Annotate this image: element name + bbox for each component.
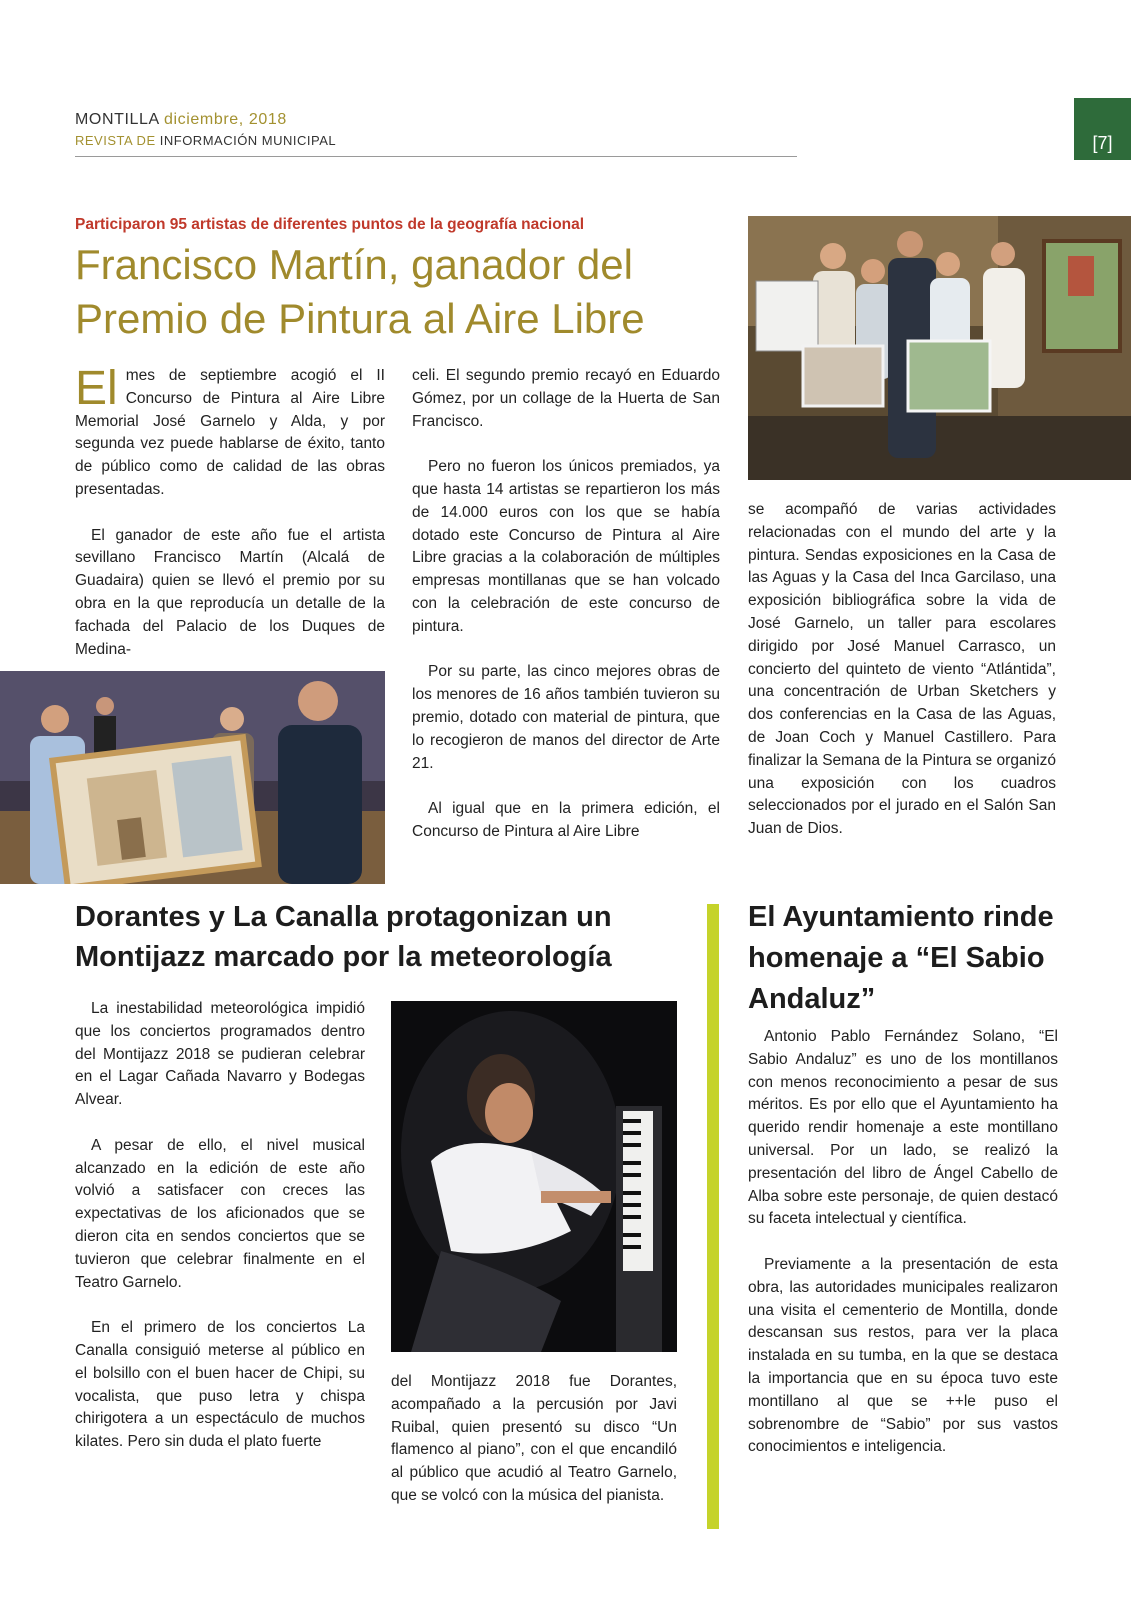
article2-paragraph: La inestabilidad meteorológica impidió que los conciertos programados dentro del Montijazz 2018 se pudieran celebrar en el Lagar Cañada Navarro y Bodegas Alvear. [75,1000,365,1109]
article2-column-2 [391,1371,677,1531]
article3-column [748,1026,1058,1482]
article2-headline: Dorantes y La Canalla protagonizan un Montijazz marcado por la meteorología [75,901,612,973]
article2-paragraph: En el primero de los conciertos La Canalla consiguió meterse al público en el bolsillo con el buen hacer de Chipi, su vocalista, que puso letra y chispa chirigotera a un espectáculo de muchos kilates. Pero sin duda el plato fuerte [75,1319,365,1451]
section-divider-bar [707,904,719,1529]
article1-dropcap: El [75,362,118,415]
article1-paragraph: se acompañó de varias actividades relacionadas con el mundo del arte y la pintura. Sendas exposiciones en la Casa de las Aguas y la Casa del Inca Garcilaso, una exposición bibliográfica sobre la vida de José Garnelo, un taller para escolares dirigido por José Manuel Carrasco, un concierto del quinteto de viento “Atlántida”, una concentración de Urban Sketchers y dos conferencias en la Casa de las Aguas, de Joan Coch y Manuel Castillero. Para finalizar la Semana de la Pintura se organizó una exposición con los cuadros seleccionados por el jurado en el Salón San Juan de Dios. [748,501,1056,838]
article1-paragraph: mes de septiembre acogió el II Concurso de Pintura al Aire Libre Memorial José Garnelo y Alda, y por segunda vez puede hablarse de éxito, tanto de público como de calidad de las obras presentadas. [75,367,385,498]
masthead-subtitle [75,133,336,148]
article2-paragraph: A pesar de ello, el nivel musical alcanzado en la edición de este año volvió a satisfacer con creces las expectativas de los aficionados que se dieron cita en sendos conciertos que se tuvieron que celebrar finalmente en el Teatro Garnelo. [75,1136,365,1291]
masthead-town: MONTILLA [75,111,159,128]
page-number: [7] [1092,133,1113,153]
masthead-title [75,111,287,129]
article2-column-1 [75,998,365,1477]
article1-column-1 [75,362,385,684]
article1-paragraph: Pero no fueron los únicos premiados, ya que hasta 14 artistas se repartieron los más de 14.000 euros con los que se había dotado este Concurso de Pintura al Aire Libre gracias a la colaboración de múltiples empresas montillanas que se han volcado con la celebración de este concurso de pintura. [412,458,720,635]
young-winners-image [748,216,1131,480]
article3-paragraph: Previamente a la presentación de esta obra, las autoridades municipales realizaron una visita el cementerio de Montilla, donde descansan sus restos, para ver la placa instalada en su tumba, en la que se destaca la importancia que en su época tuvo este montillano al que se ++le puso el sobrenombre de “Sabio” por sus vastos conocimientos e inteligencia. [748,1255,1058,1456]
article1-paragraph: celi. El segundo premio recayó en Eduardo Gómez, por un collage de la Huerta de San Francisco. [412,367,720,430]
masthead-subtitle-prefix: REVISTA DE [75,133,156,148]
header-divider [75,156,797,157]
young-winners-photo [748,216,1131,480]
article1-column-3 [748,499,1056,864]
winner-painting-image [0,671,385,884]
article3-headline: El Ayuntamiento rinde homenaje a “El Sabio Andaluz” [748,901,1054,1015]
pianist-photo [391,1001,677,1352]
pianist-image [391,1001,677,1352]
winner-painting-photo [0,671,385,884]
masthead-date: diciembre, 2018 [163,111,287,128]
masthead-subtitle-rest: INFORMACIÓN MUNICIPAL [159,133,337,148]
page-number-tab [1074,98,1131,160]
article1-paragraph: El ganador de este año fue el artista sevillano Francisco Martín (Alcalá de Guadaira) quien se llevó el premio por su obra en la que reproducía un detalle de la fachada del Palacio de los Duques de Medina- [75,526,385,658]
article1-paragraph: Por su parte, las cinco mejores obras de los menores de 16 años también tuvieron su premio, dotado con material de pintura, que lo recogieron de manos del director de Arte 21. [412,663,720,772]
article1-column-2 [412,365,720,867]
article1-headline: Francisco Martín, ganador del Premio de Pintura al Aire Libre [75,241,645,342]
article3-paragraph: Antonio Pablo Fernández Solano, “El Sabio Andaluz” es uno de los montillanos con menos reconocimiento a pesar de sus méritos. Es por ello que el Ayuntamiento ha querido rendir homenaje a este montillano universal. Por un lado, se realizó la presentación del libro de Ángel Cabello de Alba sobre este personaje, de quien destacó su faceta intelectual y científica. [748,1028,1058,1228]
article1-kicker: Participaron 95 artistas de diferentes puntos de la geografía nacional [75,216,585,233]
article2-paragraph: del Montijazz 2018 fue Dorantes, acompañado a la percusión por Javi Ruibal, quien presentó su disco “Un flamenco al piano”, con el que encandiló al público que acudió al Teatro Garnelo, que se volcó con la música del pianista. [391,1373,677,1504]
article1-paragraph: Al igual que en la primera edición, el Concurso de Pintura al Aire Libre [412,800,720,840]
